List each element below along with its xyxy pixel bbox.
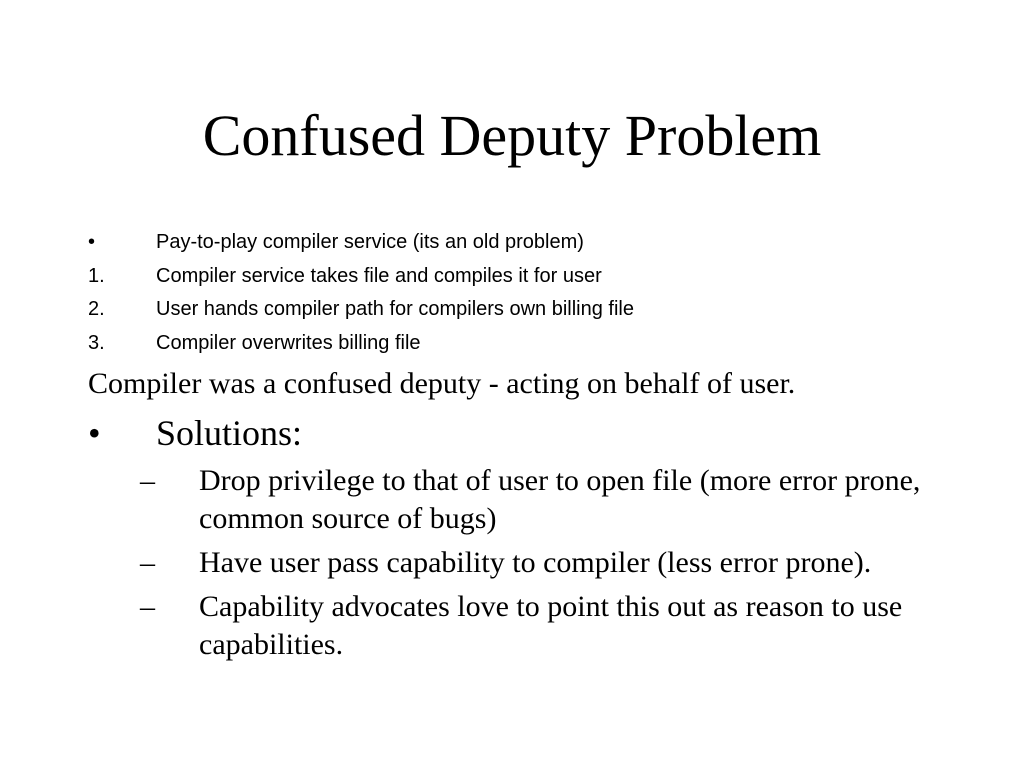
list-item <box>88 228 948 262</box>
list-item-text: Pay-to-play compiler service (its an old problem) <box>156 231 584 253</box>
list-marker: 2. <box>88 298 105 320</box>
dash-marker: – <box>140 546 155 579</box>
list-item <box>88 588 948 664</box>
list-item-text: Compiler overwrites billing file <box>156 331 421 354</box>
solutions-list <box>88 462 948 670</box>
summary-statement: Compiler was a confused deputy - acting on behalf of user. <box>88 367 796 400</box>
bullet-marker: • <box>88 413 101 453</box>
list-item <box>88 329 948 363</box>
list-item <box>88 262 948 296</box>
solutions-heading: Solutions: <box>156 413 303 453</box>
dash-marker: – <box>140 590 155 623</box>
list-item <box>88 462 948 538</box>
list-item <box>88 295 948 329</box>
slide-title: Confused Deputy Problem <box>202 103 822 168</box>
list-item-text: Drop privilege to that of user to open file (more error prone, common source of bugs) <box>199 464 921 535</box>
list-marker: 1. <box>88 264 105 287</box>
dash-marker: – <box>140 464 155 497</box>
list-marker: • <box>88 231 96 253</box>
list-item-text: User hands compiler path for compilers own billing file <box>156 298 634 320</box>
list-item-text: Compiler service takes file and compiles it for user <box>156 264 602 287</box>
list-item <box>88 544 948 582</box>
list-marker: 3. <box>88 331 105 354</box>
numbered-list <box>88 228 948 362</box>
list-item-text: Have user pass capability to compiler (less error prone). <box>199 546 872 579</box>
list-item-text: Capability advocates love to point this out as reason to use capabilities. <box>199 590 903 661</box>
